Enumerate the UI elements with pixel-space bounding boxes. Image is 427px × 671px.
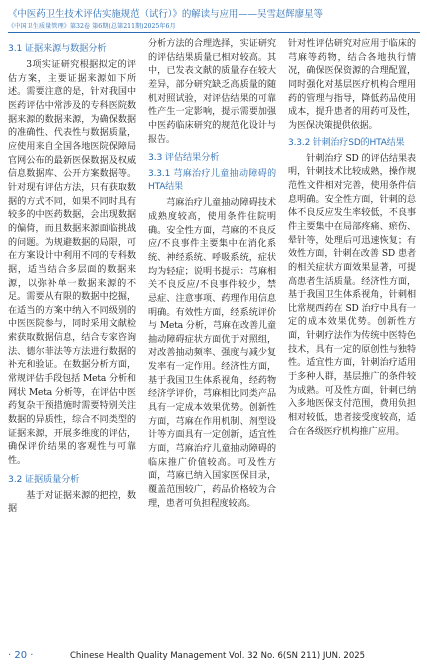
column-right [288, 38, 416, 439]
paragraph-evidence-quality: 基于对证据来源的把控，数据 [8, 490, 136, 515]
paragraph-acupuncture-results: 针刺治疗 SD 的评估结果表明，针刺技术比较成熟，操作规范性文件相对完善，使用条件信息明确。安全性方面，针刺的总体不良反应发生率较低，不良事件主要集中在局部疼痛、瘀伤、晕针等，处理后可迅速恢复；有效性方面，针刺在改善 SD 患者的相关症状方面效果显著，可提高患者生活质量。经济性方面，基于我国卫生体系视角，针刺相比常规西药在 SD 治疗中具有一定的成本效果优势。创新性方面，针刺疗法作为传统中医特色技术，具有一定的原创性与独特性。适宜性方面，针刺治疗适用于多种人群，基层推广的条件较为成熟。可及性方面，针刺已纳入多地医保支付范围，费用负担相对较低，患者接受度较高，适合在各级医疗机构推广应用。 [288, 153, 416, 437]
section-heading-3-1: 3.1 证据来源与数据分析 [8, 43, 107, 54]
running-header-journal-info: 《中国卫生质量管理》第32卷 第6期(总第211期)2025年6月 [8, 23, 176, 30]
column-middle [148, 38, 276, 511]
running-header-title: 《中医药卫生技术评估实施规范（试行）》的解读与应用——吴雪赵辉廖星等 [8, 9, 323, 20]
journal-citation: Chinese Health Quality Management Vol. 32 No. 6(SN 211) JUN. 2025 [70, 651, 366, 661]
subsection-heading-3-3-2: 3.3.2 针刺治疗SD的HTA结果 [288, 137, 405, 148]
paragraph-data-sources: 3项实证研究根据拟定的评估方案，主要证据来源如下所述。需要注意的是，针对我国中医药评估中常涉及的专科医院数据来源的数据来源，为确保数据的准确性、代表性与数据质量，应使用来自全国各地医院保障局官网公布的最新医保数据及权威信息数据库、公开方案数据等。针对现有评估方法，只有获取数据的方式不同，如果不同时具有较多的中医药数据，会出现数据的偏倚，而且数据来源面临挑战的问题。为规避数据的局限，可在方案设计中利用不同的专科数据，适当结合多层面的数据来源，以弥补单一数据来源的不足。需要从有限的数据中挖掘，在适当的方案中纳入不同级别的中医医院参与，同时采用文献检索获取数据信息，结合专家咨询法、德尔菲法等方法进行数据的补充和验证。在数据分析方面，常规评估手段包括 Meta 分析和网状 Meta 分析等，在评估中医药复杂干预措施时需要特别关注数据的异质性，综合不同类型的证据来源，开展多维度的评估，确保评价结果的客观性与可靠性。 [8, 60, 136, 467]
column-left [8, 38, 136, 517]
paragraph-xiongma-results: 芎麻治疗儿童抽动障碍技术成熟度较高，使用条件住院明确。安全性方面，芎麻的不良反应/不良事件主要集中在消化系统、神经系统、呼吸系统，症状均为轻症；说明书提示：芎麻相关不良反应/不良事件较少，禁忌症、注意事项、药理作用信息明确。有效性方面，经系统评价与 Meta 分析，芎麻在改善儿童抽动障碍症状方面优于对照组，对改善抽动频率、强度与减少复发率有一定作用。经济性方面，基于我国卫生体系视角，经药物经济学评价，芎麻相比同类产品具有一定成本效果优势。创新性方面，芎麻在作用机制、剂型设计等方面具有一定创新，适宜性方面，芎麻治疗儿童抽动障碍的临床推广价值较高。可及性方面，芎麻已纳入国家医保目录，覆盖范围较广，药品价格较为合理，患者可负担程度较高。 [148, 198, 276, 509]
section-heading-3-2: 3.2 证据质量分析 [8, 473, 80, 485]
header-rule [8, 32, 420, 33]
section-heading-3-3: 3.3 评估结果分析 [148, 152, 220, 164]
subsection-heading-3-3-1: 3.3.1 芎麻治疗儿童抽动障碍的HTA结果 [148, 169, 276, 193]
page-number: · 20 · [8, 650, 34, 661]
paragraph-xiongma-continued: 针对性评估研究对应用于临床的芎麻等药物，结合各地执行情况，确保医保资源的合理配置，同时强化对基层医疗机构合理用药的管理与指导，降低药品使用成本，提升患者的用药可及性，为医保决策提供依据。 [288, 39, 416, 131]
page-footer [8, 650, 420, 664]
paragraph-quality-continued: 分析方法的合理选择，实证研究的评估结果质量已相对较高。其中，已发表文献的质量存在较大差异，部分研究缺乏高质量的随机对照试验，对评估结果的可靠性产生一定影响，提示需要加强中医药临床研究的规范化设计与报告。 [148, 39, 276, 145]
